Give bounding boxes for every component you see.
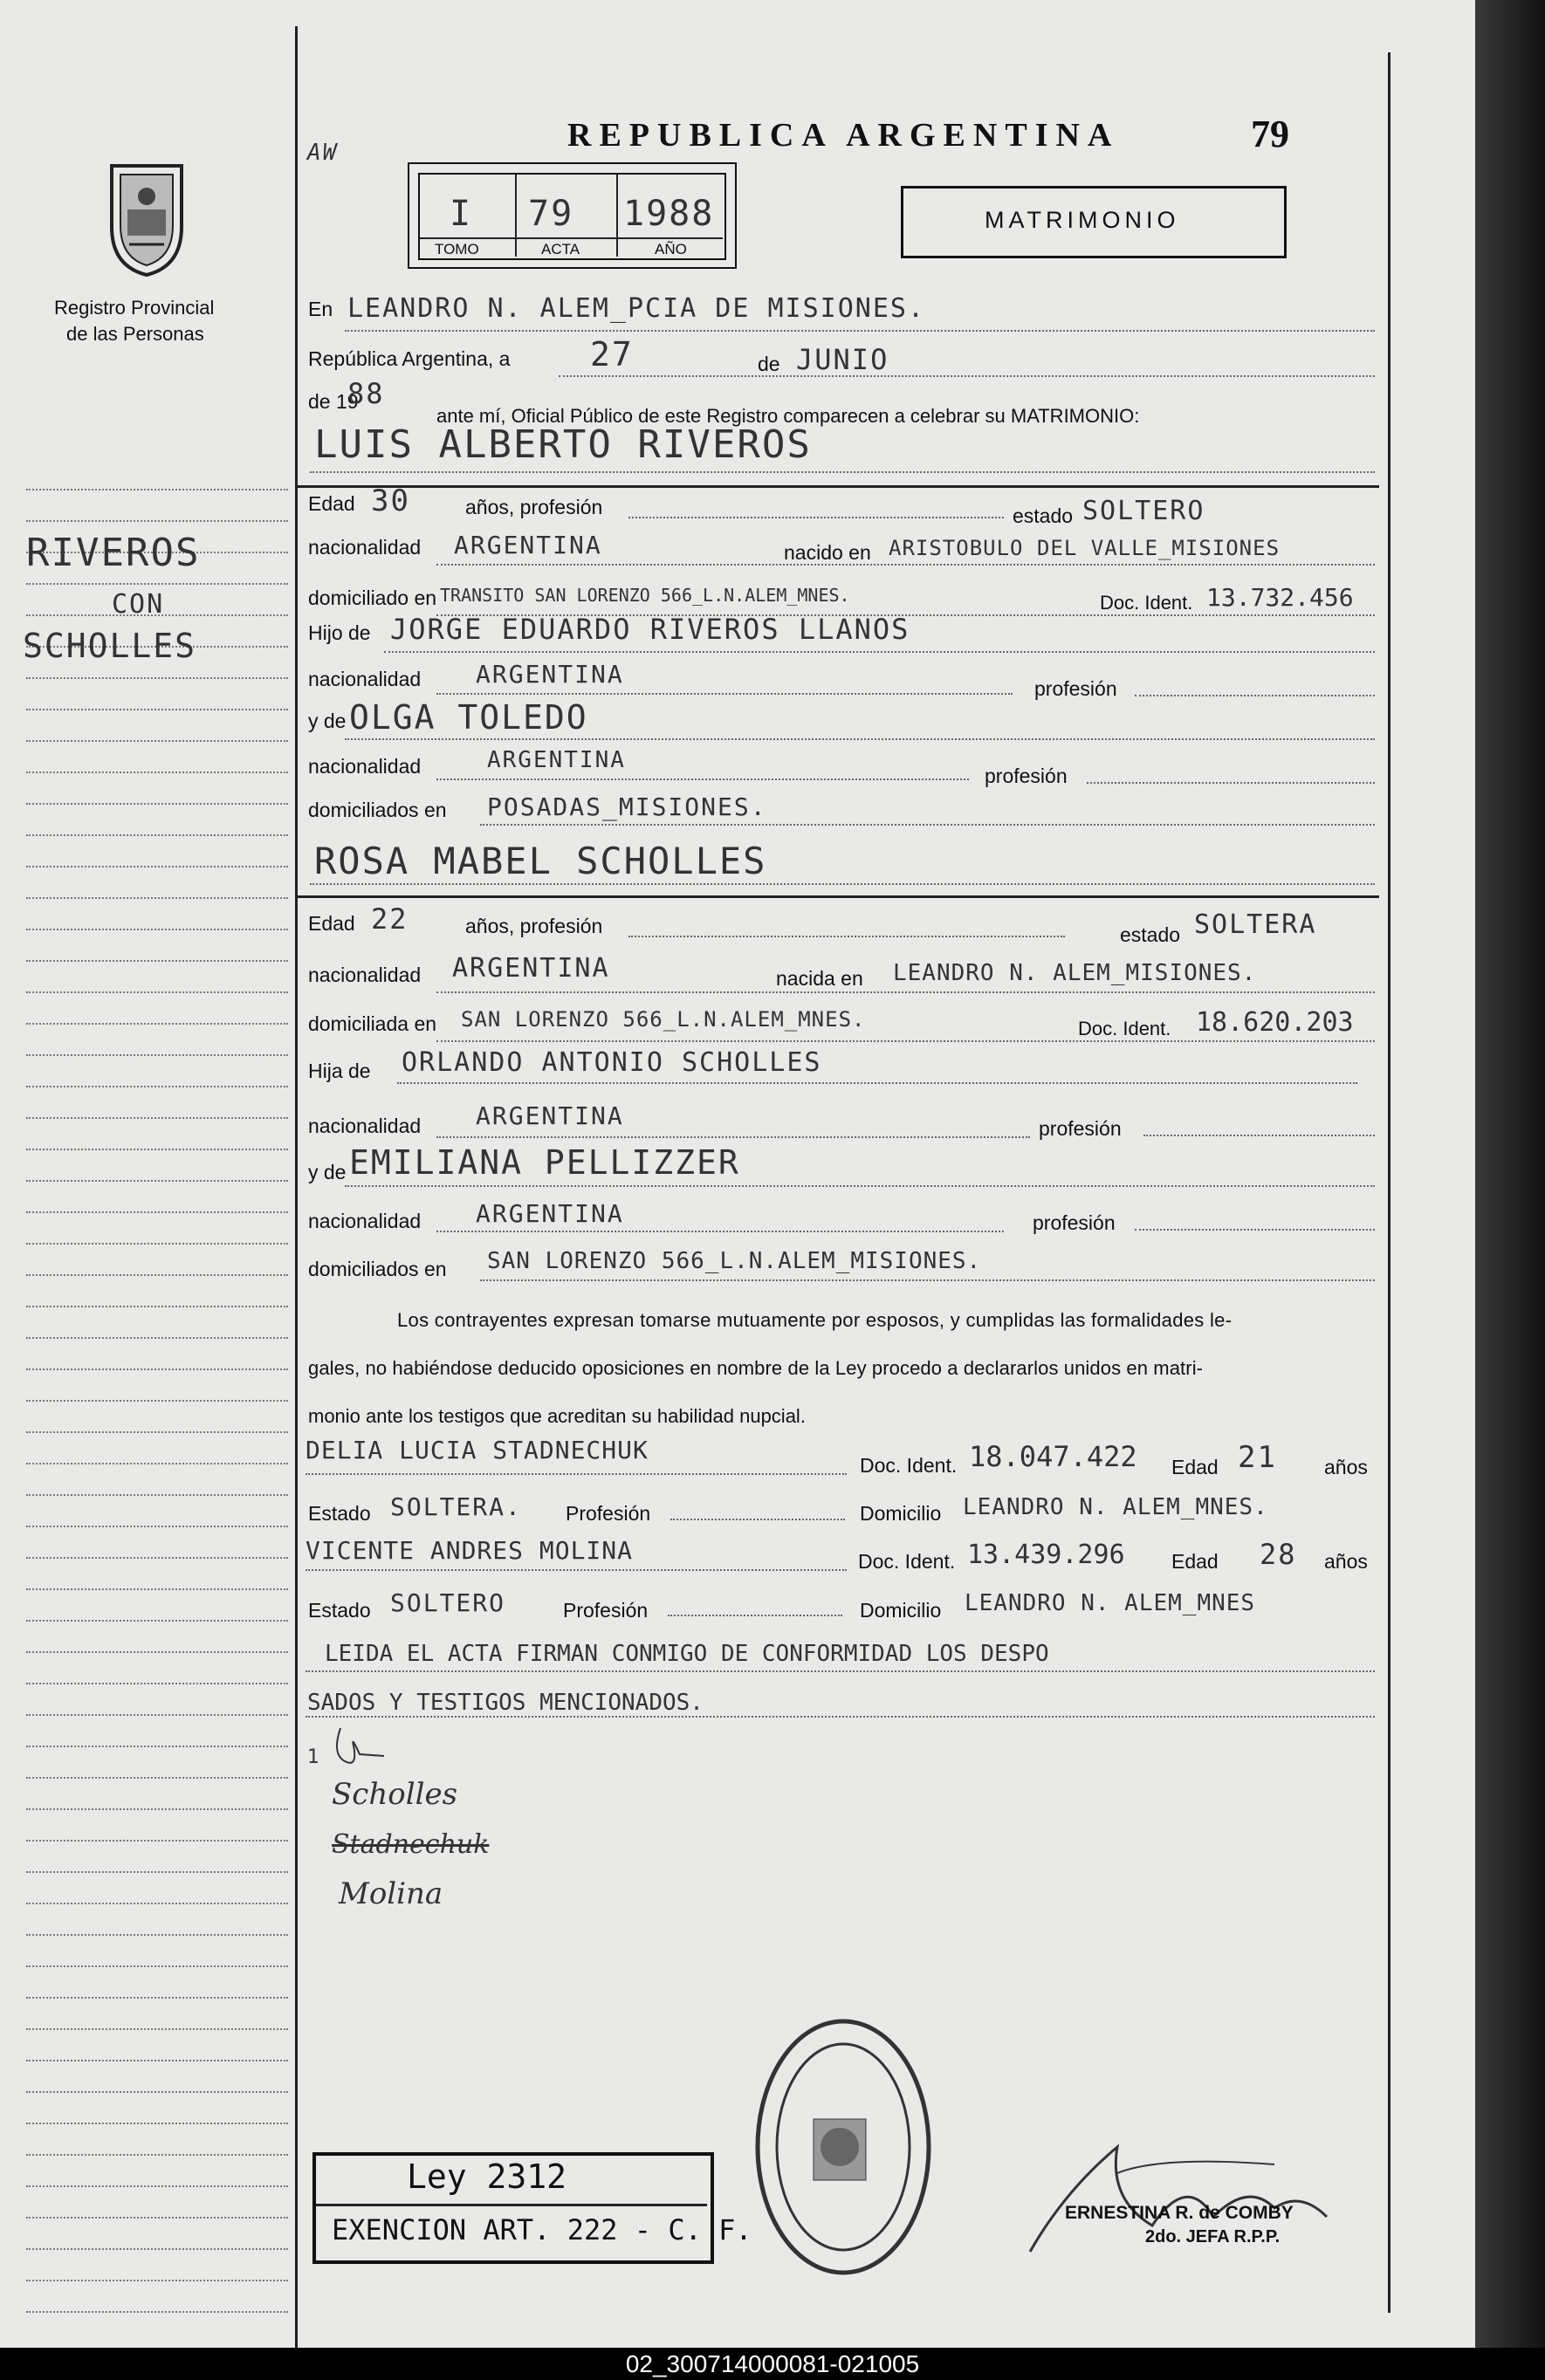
groom-nac-line [436,564,1375,566]
margin-ruling-line [26,2154,288,2156]
republica-label: República Argentina, a [308,347,511,370]
margin-ruling-line [26,1746,288,1747]
acta-value: 79 [528,194,574,234]
groom-mother-line [345,738,1375,740]
margin-ruling-line [26,897,288,899]
bride-estado-label: estado [1120,923,1181,946]
margin-ruling-line [26,2123,288,2124]
bride-mother-prof-label: profesión [1033,1211,1116,1234]
bride-father-line [397,1082,1357,1084]
bride-father-nationality: ARGENTINA [476,1101,624,1130]
margin-ruling-line [26,1526,288,1527]
bride-nacido-label: nacida en [776,967,863,990]
bride-birthplace: LEANDRO N. ALEM_MISIONES. [893,960,1257,986]
groom-profesion-label: años, profesión [465,496,603,518]
witness1-name-line [306,1473,847,1475]
ley-stamp-divider [316,2204,707,2206]
bride-edad-label: Edad [308,912,355,935]
groom-mother-nac-label: nacionalidad [308,755,422,778]
margin-ruling-line [26,1117,288,1119]
margin-ruling-line [26,1651,288,1653]
margin-note-line3: SCHOLLES [23,627,197,665]
margin-ruling-line [26,489,288,490]
signature-groom [306,1719,410,1780]
registry-name-line2: de las Personas [66,323,204,345]
bride-nac-line [436,991,1375,993]
bride-doc: 18.620.203 [1196,1007,1354,1038]
declaration-line2: gales, no habiéndose deducido oposiciones en nombre de la Ley procedo a declararlos unidos en matri- [308,1357,1204,1379]
witness1-prof-label: Profesión [566,1502,651,1525]
margin-ruling-line [26,2280,288,2281]
official-name: ERNESTINA R. de COMBY [1065,2203,1294,2223]
witness2-name: VICENTE ANDRES MOLINA [306,1536,634,1565]
groom-age: 30 [371,484,410,518]
margin-ruling-line [26,2028,288,2030]
tomo-label: TOMO [435,241,479,257]
registry-name-line1: Registro Provincial [54,297,215,319]
svg-text:1: 1 [307,1746,319,1768]
margin-ruling-line [26,803,288,805]
box-divider-1 [515,175,517,257]
margin-ruling-line [26,1274,288,1276]
closing-line2-rule [306,1716,1375,1718]
box-label-rule [420,237,723,239]
declaration-line3: monio ante los testigos que acreditan su habilidad nupcial. [308,1405,806,1427]
margin-ruling-line [26,1620,288,1622]
margin-ruling-line [26,2060,288,2061]
witness2-doc: 13.439.296 [967,1540,1125,1570]
groom-section-rule [297,485,1379,488]
box-divider-2 [616,175,618,257]
groom-mother-nationality: ARGENTINA [487,747,626,773]
groom-doc-label: Doc. Ident. [1100,592,1193,614]
bride-mother-nationality: ARGENTINA [476,1199,624,1228]
bride-dom-label: domiciliada en [308,1012,437,1035]
right-margin-rule [1388,52,1390,2313]
witness2-domicile: LEANDRO N. ALEM_MNES [965,1590,1256,1616]
witness1-doc: 18.047.422 [969,1440,1137,1473]
groom-mother-prof-label: profesión [985,765,1068,787]
margin-column [26,0,292,2348]
signature-witness1: Stadnechuk [332,1829,490,1860]
groom-mother: OLGA TOLEDO [349,698,588,737]
margin-ruling-line [26,2217,288,2219]
page-title: REPUBLICA ARGENTINA [567,117,1120,154]
groom-domicile: TRANSITO SAN LORENZO 566_L.N.ALEM_MNES. [440,585,850,606]
margin-ruling-line [26,1400,288,1402]
margin-ruling-line [26,520,288,522]
witness2-dom-label: Domicilio [860,1599,942,1622]
witness2-name-line [306,1569,847,1571]
ceremony-day: 27 [590,335,634,374]
bride-dom-line [436,1040,1375,1042]
margin-ruling-line [26,1180,288,1182]
witness1-doc-label: Doc. Ident. [860,1454,958,1477]
closing-line1: LEIDA EL ACTA FIRMAN CONMIGO DE CONFORMIDAD LOS DESPO [325,1641,1049,1667]
margin-ruling-line [26,1149,288,1150]
signature-bride: Scholles [332,1777,458,1812]
ano-value: 1988 [623,194,715,234]
groom-edad-label: Edad [308,492,355,515]
en-label: En [308,298,333,320]
bride-mother: EMILIANA PELLIZZER [349,1143,740,1182]
bride-father-prof-line [1143,1135,1375,1136]
witness2-estado-label: Estado [308,1599,371,1622]
record-type: MATRIMONIO [985,207,1180,233]
bride-name: ROSA MABEL SCHOLLES [314,840,767,882]
bride-name-line [310,883,1375,885]
closing-line1-rule [306,1670,1375,1672]
margin-ruling-line [26,929,288,930]
margin-ruling-line [26,677,288,679]
bride-profesion-line [628,936,1065,937]
bride-profesion-label: años, profesión [465,915,603,937]
groom-mother-prof-line [1087,782,1375,784]
groom-parents-dom-line [480,824,1375,826]
groom-name-line [310,471,1375,473]
bride-doc-label: Doc. Ident. [1078,1018,1171,1039]
signature-witness2: Molina [339,1876,443,1911]
groom-nac-label: nacionalidad [308,536,422,559]
groom-hijo-label: Hijo de [308,621,371,644]
page-number: 79 [1251,113,1289,155]
margin-ruling-line [26,2091,288,2093]
margin-ruling-line [26,772,288,773]
margin-ruling-line [26,866,288,868]
bride-mother-line [345,1185,1375,1187]
margin-ruling-line [26,1840,288,1842]
witness1-name: DELIA LUCIA STADNECHUK [306,1436,649,1464]
groom-father-prof-line [1135,695,1375,696]
groom-dom-label: domiciliado en [308,586,437,609]
margin-ruling-line [26,740,288,742]
ley-line: Ley 2312 [407,2157,567,2196]
margin-ruling-line [26,1808,288,1810]
groom-birthplace: ARISTOBULO DEL VALLE_MISIONES [889,536,1281,560]
groom-parents-dom-label: domiciliados en [308,799,447,821]
margin-ruling-line [26,1997,288,1999]
margin-ruling-line [26,1871,288,1873]
witness1-anos-label: años [1324,1456,1368,1478]
acta-label: ACTA [541,241,580,257]
bride-mother-nac-label: nacionalidad [308,1210,422,1232]
ceremony-year: 88 [347,377,385,410]
bride-father: ORLANDO ANTONIO SCHOLLES [402,1047,822,1078]
groom-profesion-line [628,517,1004,518]
provincial-seal-icon [94,157,199,279]
groom-mother-nac-line [436,778,969,780]
bride-parents-dom-label: domiciliados en [308,1258,447,1280]
margin-ruling-line [26,1777,288,1779]
margin-ruling-line [26,834,288,836]
ceremony-month: JUNIO [796,343,889,376]
groom-yde-label: y de [308,710,347,732]
margin-ruling-line [26,1965,288,1967]
witness2-prof-label: Profesión [563,1599,649,1622]
witness2-prof-line [668,1615,842,1616]
margin-ruling-line [26,2185,288,2187]
groom-father-prof-label: profesión [1034,677,1117,700]
witness1-edad-label: Edad [1171,1456,1219,1478]
ano-label: AÑO [655,241,687,257]
left-margin-rule [295,26,298,2348]
witness2-estado: SOLTERO [390,1588,506,1617]
bride-section-rule [297,895,1379,898]
witness1-age: 21 [1238,1440,1277,1475]
margin-ruling-line [26,1494,288,1496]
witness2-anos-label: años [1324,1550,1368,1573]
groom-nationality: ARGENTINA [454,531,602,559]
bride-father-nac-label: nacionalidad [308,1115,422,1137]
margin-ruling-line [26,1903,288,1904]
margin-ruling-line [26,991,288,993]
year-label: de 19 [308,390,359,413]
bride-father-prof-label: profesión [1039,1117,1122,1140]
bride-nationality: ARGENTINA [452,953,610,984]
margin-ruling-line [26,1431,288,1433]
bride-mother-nac-line [436,1231,1004,1232]
tomo-value: I [450,194,473,234]
declaration-line1: Los contrayentes expresan tomarse mutuamente por esposos, y cumplidas las formalidades le- [397,1309,1233,1331]
bride-mother-prof-line [1135,1229,1375,1231]
margin-ruling-line [26,1337,288,1339]
groom-name: LUIS ALBERTO RIVEROS [314,422,812,467]
bride-parents-domicile: SAN LORENZO 566_L.N.ALEM_MISIONES. [487,1248,982,1274]
exencion-line: EXENCION ART. 222 - C. F. [332,2213,752,2246]
witness1-estado-label: Estado [308,1502,371,1525]
witness2-age: 28 [1260,1538,1297,1571]
closing-line2: SADOS Y TESTIGOS MENCIONADOS. [307,1690,704,1716]
witness1-dom-label: Domicilio [860,1502,942,1525]
bride-domicile: SAN LORENZO 566_L.N.ALEM_MNES. [461,1007,866,1032]
groom-father: JORGE EDUARDO RIVEROS LLANOS [390,613,910,646]
initials: AW [307,140,339,166]
margin-ruling-line [26,1368,288,1370]
bride-age: 22 [371,902,409,936]
image-code: 02_300714000081-021005 [0,2348,1545,2380]
margin-note-line1: RIVEROS [26,531,201,575]
binding-edge [1475,0,1545,2348]
margin-ruling-line [26,960,288,962]
margin-ruling-line [26,583,288,585]
official-title: 2do. JEFA R.P.P. [1145,2227,1281,2246]
groom-nacido-label: nacido en [784,541,871,564]
groom-estado-label: estado [1013,504,1074,527]
groom-estado: SOLTERO [1082,496,1205,526]
groom-father-line [384,651,1375,653]
bride-father-nac-line [436,1136,1030,1138]
month-de-label: de [758,353,780,375]
margin-ruling-line [26,1557,288,1559]
margin-note-line2: CON [112,589,165,620]
margin-ruling-line [26,1023,288,1025]
ceremony-place: LEANDRO N. ALEM_PCIA DE MISIONES. [347,293,926,324]
official-oval-stamp [752,2016,934,2278]
bride-hija-label: Hija de [308,1060,371,1082]
bride-estado: SOLTERA [1194,909,1317,940]
date-line [559,375,1375,377]
margin-ruling-line [26,1934,288,1936]
bride-parents-dom-line [480,1279,1375,1281]
margin-ruling-line [26,1211,288,1213]
margin-ruling-line [26,1588,288,1590]
margin-ruling-line [26,1243,288,1245]
margin-ruling-line [26,2248,288,2250]
margin-ruling-line [26,1714,288,1716]
appearance-text: ante mí, Oficial Público de este Registro comparecen a celebrar su MATRIMONIO: [436,405,1140,427]
margin-ruling-line [26,1306,288,1307]
groom-parents-domicile: POSADAS_MISIONES. [487,792,767,821]
witness1-prof-line [670,1519,845,1520]
margin-ruling-line [26,709,288,710]
margin-ruling-line [26,1086,288,1087]
witness2-edad-label: Edad [1171,1550,1219,1573]
groom-father-nationality: ARGENTINA [476,660,624,689]
witness1-domicile: LEANDRO N. ALEM_MNES. [963,1494,1268,1520]
bride-nac-label: nacionalidad [308,964,422,986]
groom-father-nac-label: nacionalidad [308,668,422,690]
margin-ruling-line [26,1054,288,1056]
witness2-doc-label: Doc. Ident. [858,1550,956,1573]
bride-yde-label: y de [308,1161,347,1183]
groom-father-nac-line [436,693,1013,695]
margin-ruling-line [26,1683,288,1684]
margin-ruling-line [26,2311,288,2313]
groom-doc: 13.732.456 [1206,583,1354,612]
place-line [345,330,1375,332]
margin-ruling-line [26,1463,288,1464]
witness1-estado: SOLTERA. [390,1492,522,1521]
